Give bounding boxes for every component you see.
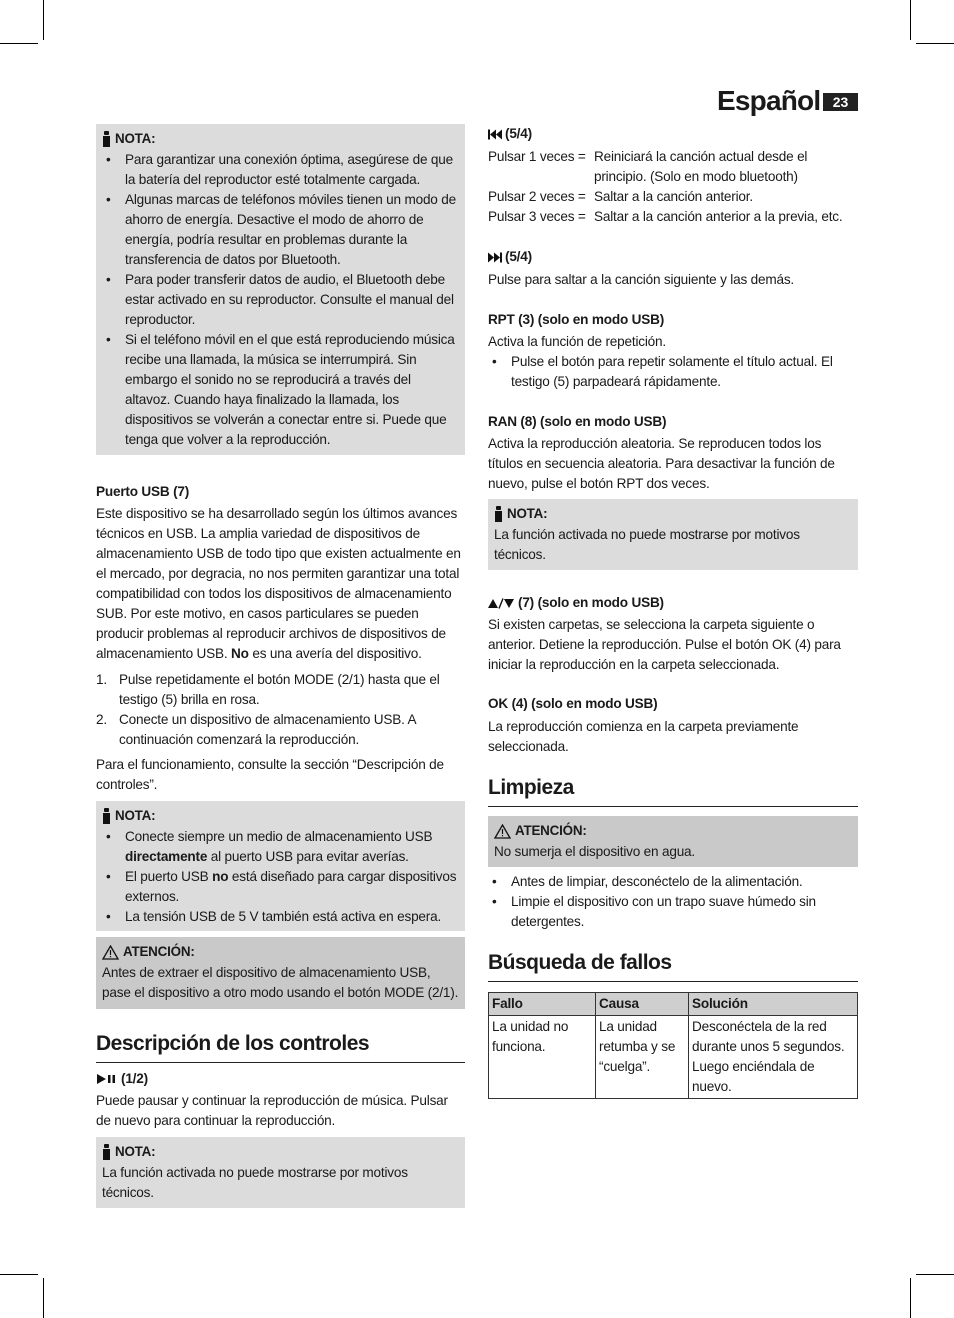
crop-mark (916, 1274, 954, 1275)
crop-mark (0, 1274, 38, 1275)
ok-heading: OK (4) (solo en modo USB) (488, 696, 658, 711)
prev-value: Saltar a la canción anterior. (594, 189, 753, 204)
column-header: Solución (689, 993, 858, 1016)
note-bold: no (212, 869, 229, 884)
crop-mark (43, 0, 44, 40)
note-title: NOTA: (115, 131, 156, 146)
table-cell: Desconéctela de la red durante unos 5 segundos. Luego enciéndala de nuevo. (689, 1016, 858, 1099)
warning-box-usb (96, 937, 465, 1009)
play-pause-text: Puede pausar y continuar la reproducción de música. Pulsar de nuevo para continuar la reproducción. (96, 1093, 448, 1128)
usb-paragraph (96, 504, 465, 664)
column-header: Fallo (489, 993, 596, 1016)
folder-text: Si existen carpetas, se selecciona la carpeta siguiente o anterior. Detiene la reproducción. Pulse el botón OK (4) para iniciar la reproducción en la carpeta seleccionada. (488, 617, 841, 672)
note-text: Conecte siempre un medio de almacenamiento USB (125, 829, 433, 844)
section-heading-controls: Descripción de los controles (96, 1031, 465, 1063)
list-item: • Si el teléfono móvil en el que está reproduciendo música recibe una llamada, la música se interrumpirá. Sin embargo el sonido no se reproducirá a través del altavoz. Cuando haya finalizado la llamada, los dispositivos se volverán a conectar entre si. Puede que tenga que volver a la reproducción. (102, 330, 459, 450)
troubleshooting-table (488, 992, 858, 1099)
note-text: está diseñado para cargar dispositivos externos. (125, 869, 457, 904)
list-item: • Limpie el dispositivo con un trapo suave húmedo sin detergentes. (488, 892, 858, 932)
play-pause-heading (96, 1069, 465, 1089)
info-icon (102, 131, 111, 147)
folder-heading (488, 593, 858, 613)
step-number: 2. (96, 712, 107, 727)
note-box-usb (96, 801, 465, 931)
usb-after-text: Para el funcionamiento, consulte la sección “Descripción de controles”. (96, 757, 444, 792)
list-item (96, 670, 465, 710)
warning-icon (494, 824, 511, 839)
info-icon (102, 1144, 111, 1160)
prev-label: (5/4) (505, 126, 532, 141)
note-text: La función activada no puede mostrarse por motivos técnicos. (102, 1165, 408, 1200)
warning-title: ATENCIÓN: (515, 823, 587, 838)
note-text: al puerto USB para evitar averías. (210, 849, 409, 864)
page-number-badge: 23 (823, 93, 858, 111)
warning-box-cleaning (488, 816, 858, 867)
ok-text: La reproducción comienza en la carpeta previamente seleccionada. (488, 719, 799, 754)
list-item: • Para garantizar una conexión óptima, asegúrese de que la batería del reproductor esté totalmente cargada. (102, 150, 459, 190)
section-heading-troubleshooting: Búsqueda de fallos (488, 950, 858, 982)
info-icon (102, 808, 111, 824)
crop-mark (43, 1278, 44, 1318)
note-box-controls (96, 1137, 465, 1208)
prev-key: Pulsar 1 veces = (488, 149, 586, 164)
ran-heading: RAN (8) (solo en modo USB) (488, 414, 667, 429)
page-language-title: Español (717, 85, 821, 116)
list-item (102, 867, 459, 907)
left-column (96, 124, 465, 1208)
warning-icon (102, 945, 119, 960)
folder-up-down-icon (488, 598, 516, 609)
table-cell: La unidad no funciona. (489, 1016, 596, 1099)
note-title: NOTA: (115, 1144, 156, 1159)
note-box-bluetooth (96, 124, 465, 455)
prev-key: Pulsar 3 veces = (488, 209, 586, 224)
table-cell: La unidad retumba y se “cuelga”. (596, 1016, 689, 1099)
prev-row (488, 147, 858, 187)
list-item: • La tensión USB de 5 V también está activa en espera. (102, 907, 459, 927)
step-text: Pulse repetidamente el botón MODE (2/1) hasta que el testigo (5) brilla en rosa. (119, 672, 440, 707)
note-bold: directamente (125, 849, 208, 864)
prev-table (488, 147, 858, 227)
usb-text: Este dispositivo se ha desarrollado según los últimos avances técnicos en USB. La amplia variedad de dispositivos de almacenamiento USB de todo tipo que existen actualmente en el mercado, por degracia, no nos permiten garantizar una total compatibilidad con todos los dispositivos de almacenamiento SUB. Por este motivo, en casos particulares se pueden producir problemas al reproducir archivos de dispositivos de almacenamiento USB. (96, 506, 461, 661)
step-number: 1. (96, 672, 107, 687)
usb-text: es una avería del dispositivo. (252, 646, 422, 661)
crop-mark (0, 43, 38, 44)
table-header-row (489, 993, 858, 1016)
usb-bold: No (231, 646, 249, 661)
list-item: • Antes de limpiar, desconéctelo de la alimentación. (488, 872, 858, 892)
section-heading-usb: Puerto USB (7) (96, 484, 190, 499)
note-text: La función activada no puede mostrarse por motivos técnicos. (494, 527, 800, 562)
next-heading (488, 247, 858, 267)
usb-steps (96, 670, 465, 750)
list-item: • Pulse el botón para repetir solamente el título actual. El testigo (5) parpadeará rápidamente. (488, 352, 858, 392)
note-title: NOTA: (115, 808, 156, 823)
crop-mark (910, 0, 911, 40)
next-label: (5/4) (505, 249, 532, 264)
prev-row (488, 207, 858, 227)
next-text: Pulse para saltar a la canción siguiente y las demás. (488, 272, 795, 287)
step-text: Conecte un dispositivo de almacenamiento USB. A continuación comenzará la reproducción. (119, 712, 416, 747)
right-column (488, 124, 858, 1099)
list-item (96, 710, 465, 750)
skip-forward-icon (488, 252, 502, 263)
warning-text: Antes de extraer el dispositivo de almacenamiento USB, pase el dispositivo a otro modo usando el botón MODE (2/1). (102, 965, 459, 1000)
rpt-text: Activa la función de repetición. (488, 334, 666, 349)
table-row (489, 1016, 858, 1099)
note-title: NOTA: (507, 506, 548, 521)
prev-value: Reiniciará la canción actual desde el principio. (Solo en modo bluetooth) (594, 149, 808, 184)
list-item: • Algunas marcas de teléfonos móviles tienen un modo de ahorro de energía. Desactive el modo de ahorro de energía, podría resultar en problemas durante la transferencia de datos por Bluetooth. (102, 190, 459, 270)
crop-mark (910, 1278, 911, 1318)
column-header: Causa (596, 993, 689, 1016)
warning-title: ATENCIÓN: (123, 944, 195, 959)
folder-label: (7) (solo en modo USB) (518, 595, 664, 610)
crop-mark (916, 43, 954, 44)
list-item (102, 827, 459, 867)
list-item: • Para poder transferir datos de audio, el Bluetooth debe estar activado en su reproductor. Consulte el manual del reproductor. (102, 270, 459, 330)
play-pause-label: (1/2) (121, 1071, 148, 1086)
ran-text: Activa la reproducción aleatoria. Se reproducen todos los títulos en secuencia aleatoria. Para desactivar la función de nuevo, pulse el botón RPT dos veces. (488, 436, 835, 491)
note-box-ran (488, 499, 858, 570)
prev-value: Saltar a la canción anterior a la previa, etc. (594, 209, 843, 224)
skip-back-icon (488, 129, 502, 140)
section-heading-cleaning: Limpieza (488, 775, 858, 807)
prev-key: Pulsar 2 veces = (488, 189, 586, 204)
info-icon (494, 506, 503, 522)
prev-row (488, 187, 858, 207)
note-text: El puerto USB (125, 869, 209, 884)
rpt-heading: RPT (3) (solo en modo USB) (488, 312, 665, 327)
prev-heading (488, 124, 858, 144)
play-pause-icon (96, 1073, 118, 1085)
warning-text: No sumerja el dispositivo en agua. (494, 844, 695, 859)
